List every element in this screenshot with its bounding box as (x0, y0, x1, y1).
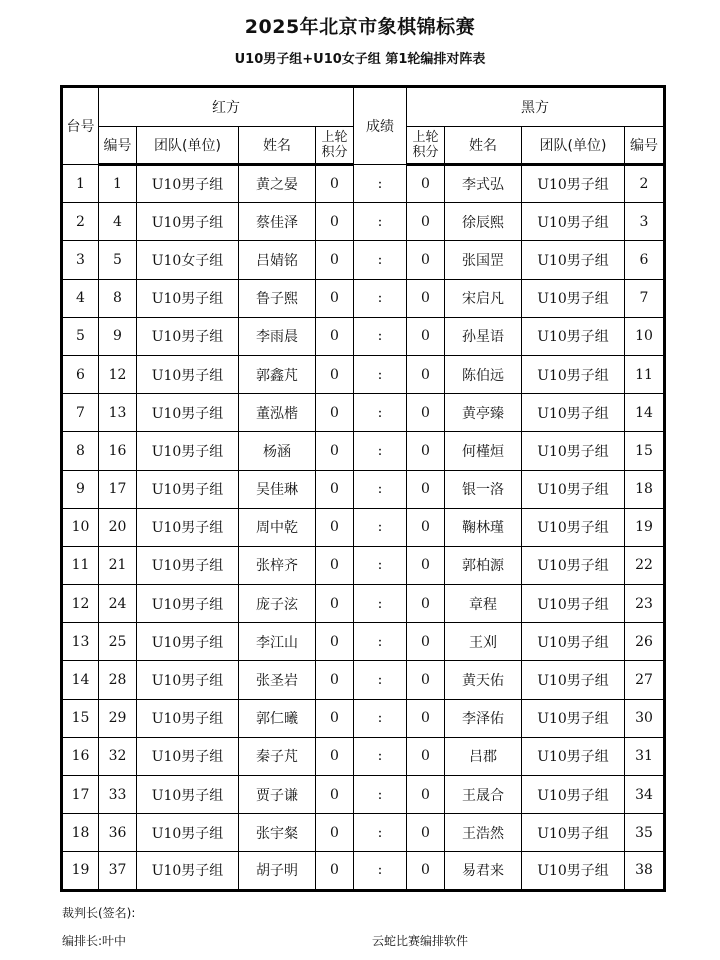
black-team-cell: U10男子组 (522, 203, 625, 241)
board-number-cell: 1 (62, 165, 99, 203)
board-number-cell: 6 (62, 355, 99, 393)
table-row (62, 317, 665, 355)
result-cell: : (354, 623, 407, 661)
red-side-header: 红方 (99, 87, 354, 127)
red-points-cell: 0 (316, 699, 354, 737)
red-points-cell: 0 (316, 623, 354, 661)
red-team-cell: U10男子组 (137, 165, 239, 203)
red-number-cell: 36 (99, 814, 137, 852)
result-cell: : (354, 814, 407, 852)
black-name-cell: 章程 (445, 585, 522, 623)
red-name-cell: 庞子泫 (239, 585, 316, 623)
black-number-cell: 14 (625, 394, 665, 432)
black-points-cell: 0 (407, 776, 445, 814)
result-cell: : (354, 203, 407, 241)
red-name-cell: 杨涵 (239, 432, 316, 470)
red-points-cell: 0 (316, 814, 354, 852)
red-points-cell: 0 (316, 661, 354, 699)
red-team-cell: U10男子组 (137, 394, 239, 432)
red-team-cell: U10女子组 (137, 241, 239, 279)
black-team-cell: U10男子组 (522, 814, 625, 852)
red-team-cell: U10男子组 (137, 355, 239, 393)
black-name-header: 姓名 (445, 127, 522, 165)
result-cell: : (354, 508, 407, 546)
black-points-cell: 0 (407, 814, 445, 852)
table-row (62, 585, 665, 623)
black-team-cell: U10男子组 (522, 623, 625, 661)
red-points-cell: 0 (316, 165, 354, 203)
black-points-cell: 0 (407, 852, 445, 890)
black-number-cell: 35 (625, 814, 665, 852)
table-row (62, 203, 665, 241)
result-cell: : (354, 355, 407, 393)
red-number-cell: 37 (99, 852, 137, 890)
black-points-cell: 0 (407, 355, 445, 393)
board-number-cell: 3 (62, 241, 99, 279)
table-row (62, 432, 665, 470)
table-row (62, 661, 665, 699)
red-number-cell: 25 (99, 623, 137, 661)
red-team-cell: U10男子组 (137, 585, 239, 623)
red-points-cell: 0 (316, 776, 354, 814)
board-number-cell: 2 (62, 203, 99, 241)
black-number-cell: 22 (625, 546, 665, 584)
black-team-cell: U10男子组 (522, 546, 625, 584)
red-points-cell: 0 (316, 203, 354, 241)
black-number-cell: 2 (625, 165, 665, 203)
black-team-cell: U10男子组 (522, 355, 625, 393)
red-number-cell: 16 (99, 432, 137, 470)
black-team-cell: U10男子组 (522, 241, 625, 279)
black-number-cell: 38 (625, 852, 665, 890)
black-number-cell: 3 (625, 203, 665, 241)
red-number-cell: 20 (99, 508, 137, 546)
black-team-cell: U10男子组 (522, 699, 625, 737)
black-team-cell: U10男子组 (522, 776, 625, 814)
black-points-cell: 0 (407, 546, 445, 584)
page-subtitle: U10男子组+U10女子组 第1轮编排对阵表 (234, 52, 486, 67)
black-name-cell: 易君来 (445, 852, 522, 890)
black-name-cell: 王浩然 (445, 814, 522, 852)
black-name-cell: 黄亭臻 (445, 394, 522, 432)
red-team-cell: U10男子组 (137, 699, 239, 737)
black-points-cell: 0 (407, 623, 445, 661)
red-name-cell: 郭仁曦 (239, 699, 316, 737)
black-number-cell: 15 (625, 432, 665, 470)
result-cell: : (354, 241, 407, 279)
red-number-cell: 9 (99, 317, 137, 355)
black-name-cell: 王晟合 (445, 776, 522, 814)
red-name-cell: 周中乾 (239, 508, 316, 546)
black-name-cell: 王刈 (445, 623, 522, 661)
table-row (62, 776, 665, 814)
black-team-cell: U10男子组 (522, 737, 625, 775)
red-points-cell: 0 (316, 546, 354, 584)
red-number-header: 编号 (99, 127, 137, 165)
board-number-cell: 18 (62, 814, 99, 852)
red-team-cell: U10男子组 (137, 814, 239, 852)
board-number-cell: 8 (62, 432, 99, 470)
red-number-cell: 5 (99, 241, 137, 279)
red-points-cell: 0 (316, 470, 354, 508)
board-number-cell: 19 (62, 852, 99, 890)
red-name-cell: 张梓齐 (239, 546, 316, 584)
result-cell: : (354, 546, 407, 584)
red-team-cell: U10男子组 (137, 279, 239, 317)
red-team-cell: U10男子组 (137, 737, 239, 775)
pairings-body (62, 165, 665, 891)
result-header: 成绩 (354, 87, 407, 165)
black-points-cell: 0 (407, 241, 445, 279)
black-name-cell: 黄天佑 (445, 661, 522, 699)
black-name-cell: 何槿烜 (445, 432, 522, 470)
board-number-cell: 17 (62, 776, 99, 814)
result-cell: : (354, 661, 407, 699)
black-points-cell: 0 (407, 508, 445, 546)
red-name-cell: 黄之晏 (239, 165, 316, 203)
black-name-cell: 李泽佑 (445, 699, 522, 737)
table-row (62, 355, 665, 393)
black-name-cell: 宋启凡 (445, 279, 522, 317)
black-team-cell: U10男子组 (522, 470, 625, 508)
black-number-cell: 7 (625, 279, 665, 317)
red-number-cell: 1 (99, 165, 137, 203)
result-cell: : (354, 165, 407, 203)
black-number-cell: 31 (625, 737, 665, 775)
result-cell: : (354, 737, 407, 775)
result-cell: : (354, 317, 407, 355)
board-number-cell: 7 (62, 394, 99, 432)
red-name-cell: 吴佳琳 (239, 470, 316, 508)
black-team-cell: U10男子组 (522, 852, 625, 890)
black-name-cell: 鞠林瑾 (445, 508, 522, 546)
black-points-cell: 0 (407, 432, 445, 470)
black-name-cell: 张国罡 (445, 241, 522, 279)
red-points-cell: 0 (316, 508, 354, 546)
black-number-cell: 34 (625, 776, 665, 814)
page-title: 2025年北京市象棋锦标赛 (244, 16, 476, 38)
red-team-cell: U10男子组 (137, 203, 239, 241)
red-points-cell: 0 (316, 279, 354, 317)
red-name-cell: 张宇粲 (239, 814, 316, 852)
board-number-cell: 13 (62, 623, 99, 661)
black-points-cell: 0 (407, 661, 445, 699)
red-points-cell: 0 (316, 432, 354, 470)
red-points-cell: 0 (316, 585, 354, 623)
red-points-header: 上轮积分 (316, 127, 354, 165)
black-number-cell: 6 (625, 241, 665, 279)
table-row (62, 470, 665, 508)
header-row-1 (62, 87, 665, 127)
table-row (62, 546, 665, 584)
black-number-cell: 30 (625, 699, 665, 737)
red-number-cell: 28 (99, 661, 137, 699)
black-number-cell: 19 (625, 508, 665, 546)
red-points-cell: 0 (316, 394, 354, 432)
black-points-cell: 0 (407, 585, 445, 623)
black-name-cell: 吕郡 (445, 737, 522, 775)
board-number-cell: 16 (62, 737, 99, 775)
red-team-cell: U10男子组 (137, 852, 239, 890)
red-points-cell: 0 (316, 737, 354, 775)
red-number-cell: 12 (99, 355, 137, 393)
software-label: 云蛇比赛编排软件 (372, 934, 469, 948)
red-name-cell: 蔡佳泽 (239, 203, 316, 241)
red-team-cell: U10男子组 (137, 470, 239, 508)
red-number-cell: 17 (99, 470, 137, 508)
result-cell: : (354, 852, 407, 890)
result-cell: : (354, 699, 407, 737)
board-number-cell: 5 (62, 317, 99, 355)
table-row (62, 699, 665, 737)
black-number-cell: 26 (625, 623, 665, 661)
black-points-cell: 0 (407, 317, 445, 355)
table-row (62, 852, 665, 890)
red-team-header: 团队(单位) (137, 127, 239, 165)
red-number-cell: 33 (99, 776, 137, 814)
red-points-cell: 0 (316, 355, 354, 393)
black-team-cell: U10男子组 (522, 317, 625, 355)
board-number-cell: 11 (62, 546, 99, 584)
black-team-header: 团队(单位) (522, 127, 625, 165)
black-team-cell: U10男子组 (522, 432, 625, 470)
black-team-cell: U10男子组 (522, 661, 625, 699)
black-team-cell: U10男子组 (522, 165, 625, 203)
table-row (62, 165, 665, 203)
black-points-cell: 0 (407, 470, 445, 508)
table-row (62, 394, 665, 432)
red-number-cell: 32 (99, 737, 137, 775)
table-row (62, 241, 665, 279)
red-number-cell: 21 (99, 546, 137, 584)
red-name-cell: 鲁子熙 (239, 279, 316, 317)
board-number-cell: 4 (62, 279, 99, 317)
black-team-cell: U10男子组 (522, 279, 625, 317)
board-number-cell: 12 (62, 585, 99, 623)
black-points-cell: 0 (407, 279, 445, 317)
board-number-cell: 10 (62, 508, 99, 546)
red-name-header: 姓名 (239, 127, 316, 165)
red-team-cell: U10男子组 (137, 776, 239, 814)
red-number-cell: 29 (99, 699, 137, 737)
black-points-header: 上轮积分 (407, 127, 445, 165)
board-header: 台号 (62, 87, 99, 165)
black-points-cell: 0 (407, 737, 445, 775)
black-team-cell: U10男子组 (522, 585, 625, 623)
result-cell: : (354, 432, 407, 470)
black-side-header: 黑方 (407, 87, 665, 127)
red-number-cell: 24 (99, 585, 137, 623)
red-name-cell: 贾子谦 (239, 776, 316, 814)
result-cell: : (354, 585, 407, 623)
table-row (62, 814, 665, 852)
red-team-cell: U10男子组 (137, 508, 239, 546)
board-number-cell: 15 (62, 699, 99, 737)
pairings-table (60, 85, 666, 892)
red-name-cell: 郭鑫芃 (239, 355, 316, 393)
black-team-cell: U10男子组 (522, 394, 625, 432)
red-team-cell: U10男子组 (137, 546, 239, 584)
board-number-cell: 14 (62, 661, 99, 699)
arranger-label: 编排长:叶中 (62, 934, 127, 948)
black-name-cell: 李式弘 (445, 165, 522, 203)
table-row (62, 623, 665, 661)
black-number-cell: 23 (625, 585, 665, 623)
red-name-cell: 张圣岩 (239, 661, 316, 699)
table-row (62, 508, 665, 546)
result-cell: : (354, 394, 407, 432)
red-number-cell: 8 (99, 279, 137, 317)
table-row (62, 737, 665, 775)
red-points-cell: 0 (316, 852, 354, 890)
black-number-cell: 11 (625, 355, 665, 393)
black-name-cell: 陈伯远 (445, 355, 522, 393)
red-number-cell: 4 (99, 203, 137, 241)
red-name-cell: 秦子芃 (239, 737, 316, 775)
table-row (62, 279, 665, 317)
red-name-cell: 胡子明 (239, 852, 316, 890)
black-points-cell: 0 (407, 394, 445, 432)
result-cell: : (354, 470, 407, 508)
red-name-cell: 吕婧铭 (239, 241, 316, 279)
result-cell: : (354, 776, 407, 814)
black-points-cell: 0 (407, 203, 445, 241)
red-name-cell: 李雨晨 (239, 317, 316, 355)
black-number-cell: 18 (625, 470, 665, 508)
black-number-cell: 10 (625, 317, 665, 355)
result-cell: : (354, 279, 407, 317)
red-team-cell: U10男子组 (137, 623, 239, 661)
red-points-cell: 0 (316, 317, 354, 355)
red-team-cell: U10男子组 (137, 317, 239, 355)
red-team-cell: U10男子组 (137, 432, 239, 470)
board-number-cell: 9 (62, 470, 99, 508)
black-points-cell: 0 (407, 699, 445, 737)
red-name-cell: 李江山 (239, 623, 316, 661)
red-team-cell: U10男子组 (137, 661, 239, 699)
black-team-cell: U10男子组 (522, 508, 625, 546)
black-points-cell: 0 (407, 165, 445, 203)
referee-signature-label: 裁判长(签名): (62, 906, 136, 920)
black-name-cell: 孙星语 (445, 317, 522, 355)
red-name-cell: 董泓楷 (239, 394, 316, 432)
black-name-cell: 银一洛 (445, 470, 522, 508)
red-points-cell: 0 (316, 241, 354, 279)
black-number-header: 编号 (625, 127, 665, 165)
black-name-cell: 徐辰熙 (445, 203, 522, 241)
black-number-cell: 27 (625, 661, 665, 699)
black-name-cell: 郭柏源 (445, 546, 522, 584)
red-number-cell: 13 (99, 394, 137, 432)
